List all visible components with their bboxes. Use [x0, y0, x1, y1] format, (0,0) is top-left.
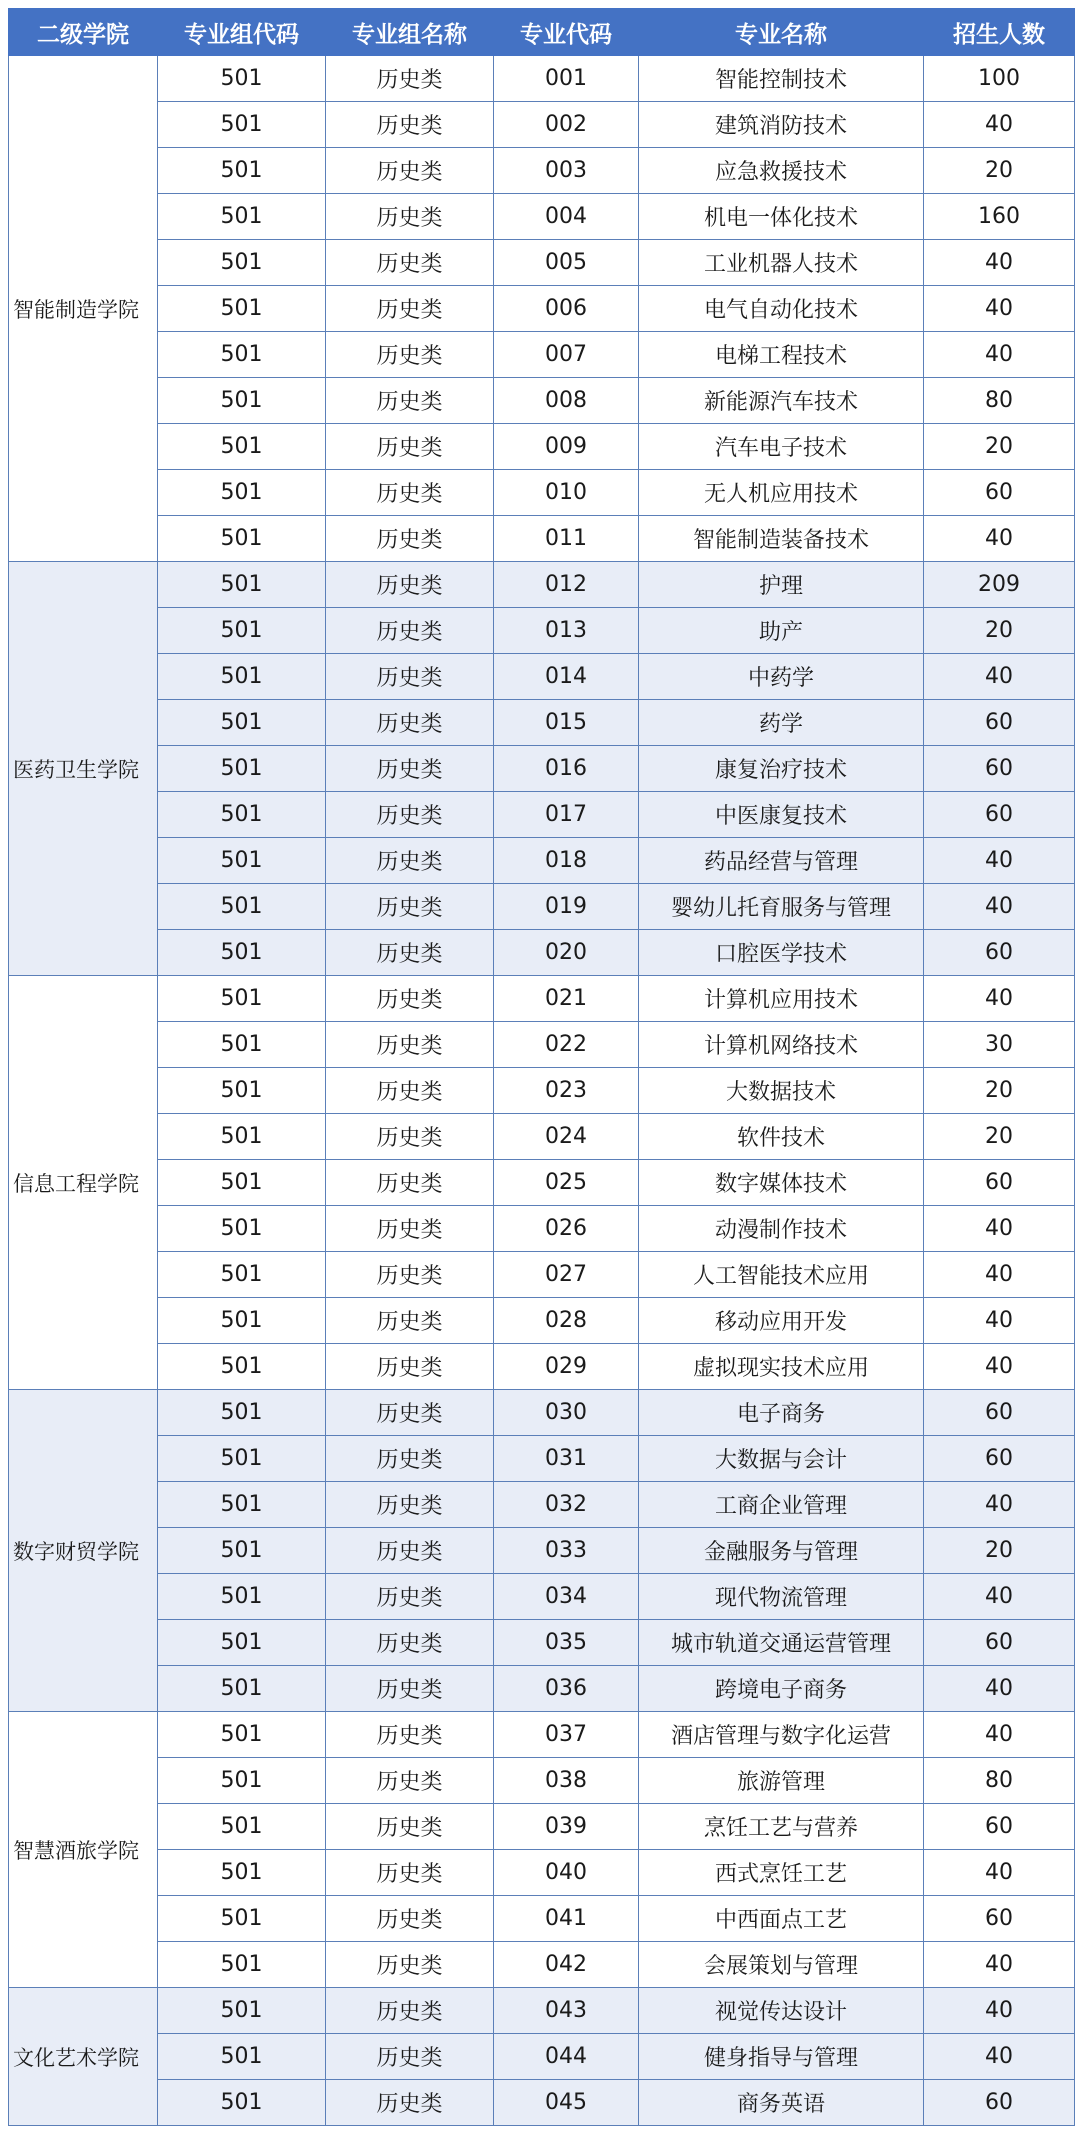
table-row	[9, 1482, 1075, 1528]
group-code-cell: 501	[158, 746, 326, 792]
major-code-cell: 045	[494, 2080, 639, 2126]
group-code-cell: 501	[158, 1620, 326, 1666]
enrollment-count-cell: 20	[924, 608, 1075, 654]
major-code-cell: 043	[494, 1988, 639, 2034]
group-code-cell: 501	[158, 1666, 326, 1712]
group-code-cell: 501	[158, 1758, 326, 1804]
major-name-cell: 西式烹饪工艺	[639, 1850, 924, 1896]
college-cell: 医药卫生学院	[9, 562, 158, 976]
enrollment-count-cell: 40	[924, 1988, 1075, 2034]
table-row	[9, 654, 1075, 700]
table-row	[9, 930, 1075, 976]
enrollment-count-cell: 40	[924, 1942, 1075, 1988]
major-name-cell: 无人机应用技术	[639, 470, 924, 516]
group-code-cell: 501	[158, 2034, 326, 2080]
header-group-name: 专业组名称	[326, 9, 494, 56]
major-name-cell: 药品经营与管理	[639, 838, 924, 884]
header-group-code: 专业组代码	[158, 9, 326, 56]
table-row	[9, 1666, 1075, 1712]
group-name-cell: 历史类	[326, 1574, 494, 1620]
table-row	[9, 1114, 1075, 1160]
table-row	[9, 240, 1075, 286]
group-code-cell: 501	[158, 1252, 326, 1298]
table-row	[9, 1206, 1075, 1252]
major-name-cell: 数字媒体技术	[639, 1160, 924, 1206]
major-code-cell: 040	[494, 1850, 639, 1896]
table-row	[9, 1620, 1075, 1666]
major-name-cell: 金融服务与管理	[639, 1528, 924, 1574]
enrollment-table-container	[8, 8, 1074, 2126]
major-name-cell: 计算机应用技术	[639, 976, 924, 1022]
major-name-cell: 酒店管理与数字化运营	[639, 1712, 924, 1758]
major-name-cell: 会展策划与管理	[639, 1942, 924, 1988]
group-name-cell: 历史类	[326, 700, 494, 746]
group-name-cell: 历史类	[326, 1160, 494, 1206]
college-cell: 数字财贸学院	[9, 1390, 158, 1712]
group-name-cell: 历史类	[326, 240, 494, 286]
group-name-cell: 历史类	[326, 976, 494, 1022]
enrollment-count-cell: 80	[924, 1758, 1075, 1804]
major-code-cell: 035	[494, 1620, 639, 1666]
table-row	[9, 1022, 1075, 1068]
table-row	[9, 1390, 1075, 1436]
group-name-cell: 历史类	[326, 1712, 494, 1758]
enrollment-count-cell: 20	[924, 1528, 1075, 1574]
major-code-cell: 009	[494, 424, 639, 470]
major-code-cell: 020	[494, 930, 639, 976]
major-name-cell: 工业机器人技术	[639, 240, 924, 286]
major-code-cell: 027	[494, 1252, 639, 1298]
table-row	[9, 332, 1075, 378]
group-code-cell: 501	[158, 1160, 326, 1206]
group-name-cell: 历史类	[326, 1666, 494, 1712]
group-code-cell: 501	[158, 2080, 326, 2126]
enrollment-count-cell: 40	[924, 1850, 1075, 1896]
group-code-cell: 501	[158, 1804, 326, 1850]
major-name-cell: 智能控制技术	[639, 56, 924, 102]
enrollment-count-cell: 60	[924, 1160, 1075, 1206]
table-row	[9, 1160, 1075, 1206]
header-major-code: 专业代码	[494, 9, 639, 56]
enrollment-count-cell: 40	[924, 332, 1075, 378]
table-row	[9, 424, 1075, 470]
major-name-cell: 中药学	[639, 654, 924, 700]
group-name-cell: 历史类	[326, 378, 494, 424]
group-name-cell: 历史类	[326, 838, 494, 884]
table-body	[9, 56, 1075, 2126]
table-row	[9, 1942, 1075, 1988]
group-code-cell: 501	[158, 378, 326, 424]
group-name-cell: 历史类	[326, 1988, 494, 2034]
group-name-cell: 历史类	[326, 1344, 494, 1390]
enrollment-count-cell: 60	[924, 2080, 1075, 2126]
enrollment-count-cell: 40	[924, 1252, 1075, 1298]
group-code-cell: 501	[158, 884, 326, 930]
enrollment-count-cell: 80	[924, 378, 1075, 424]
major-name-cell: 烹饪工艺与营养	[639, 1804, 924, 1850]
enrollment-table	[8, 8, 1075, 2126]
group-code-cell: 501	[158, 1850, 326, 1896]
enrollment-count-cell: 60	[924, 700, 1075, 746]
enrollment-count-cell: 40	[924, 1344, 1075, 1390]
major-name-cell: 药学	[639, 700, 924, 746]
group-code-cell: 501	[158, 700, 326, 746]
major-name-cell: 新能源汽车技术	[639, 378, 924, 424]
major-name-cell: 汽车电子技术	[639, 424, 924, 470]
group-name-cell: 历史类	[326, 1436, 494, 1482]
group-name-cell: 历史类	[326, 1114, 494, 1160]
group-code-cell: 501	[158, 1068, 326, 1114]
group-name-cell: 历史类	[326, 746, 494, 792]
major-name-cell: 护理	[639, 562, 924, 608]
group-name-cell: 历史类	[326, 608, 494, 654]
enrollment-count-cell: 60	[924, 1390, 1075, 1436]
major-code-cell: 022	[494, 1022, 639, 1068]
group-code-cell: 501	[158, 1528, 326, 1574]
enrollment-count-cell: 60	[924, 470, 1075, 516]
enrollment-count-cell: 40	[924, 1206, 1075, 1252]
major-name-cell: 婴幼儿托育服务与管理	[639, 884, 924, 930]
enrollment-count-cell: 20	[924, 1068, 1075, 1114]
header-row	[9, 9, 1075, 56]
major-code-cell: 005	[494, 240, 639, 286]
enrollment-count-cell: 60	[924, 792, 1075, 838]
college-cell: 智能制造学院	[9, 56, 158, 562]
major-code-cell: 001	[494, 56, 639, 102]
major-code-cell: 016	[494, 746, 639, 792]
major-name-cell: 中西面点工艺	[639, 1896, 924, 1942]
major-name-cell: 计算机网络技术	[639, 1022, 924, 1068]
major-code-cell: 017	[494, 792, 639, 838]
group-name-cell: 历史类	[326, 1068, 494, 1114]
group-code-cell: 501	[158, 1482, 326, 1528]
enrollment-count-cell: 60	[924, 1804, 1075, 1850]
major-code-cell: 024	[494, 1114, 639, 1160]
group-name-cell: 历史类	[326, 1850, 494, 1896]
header-college: 二级学院	[9, 9, 158, 56]
table-row	[9, 516, 1075, 562]
table-row	[9, 2080, 1075, 2126]
group-name-cell: 历史类	[326, 930, 494, 976]
major-name-cell: 应急救援技术	[639, 148, 924, 194]
major-name-cell: 现代物流管理	[639, 1574, 924, 1620]
group-code-cell: 501	[158, 930, 326, 976]
group-code-cell: 501	[158, 838, 326, 884]
major-name-cell: 跨境电子商务	[639, 1666, 924, 1712]
major-code-cell: 041	[494, 1896, 639, 1942]
major-code-cell: 036	[494, 1666, 639, 1712]
enrollment-count-cell: 60	[924, 1620, 1075, 1666]
enrollment-count-cell: 20	[924, 148, 1075, 194]
major-code-cell: 025	[494, 1160, 639, 1206]
group-name-cell: 历史类	[326, 2080, 494, 2126]
table-row	[9, 286, 1075, 332]
enrollment-count-cell: 60	[924, 746, 1075, 792]
major-code-cell: 026	[494, 1206, 639, 1252]
table-row	[9, 1896, 1075, 1942]
major-name-cell: 大数据技术	[639, 1068, 924, 1114]
group-code-cell: 501	[158, 332, 326, 378]
major-name-cell: 电梯工程技术	[639, 332, 924, 378]
major-code-cell: 034	[494, 1574, 639, 1620]
table-row	[9, 1850, 1075, 1896]
major-name-cell: 助产	[639, 608, 924, 654]
major-code-cell: 038	[494, 1758, 639, 1804]
major-code-cell: 042	[494, 1942, 639, 1988]
major-name-cell: 口腔医学技术	[639, 930, 924, 976]
group-code-cell: 501	[158, 1712, 326, 1758]
group-name-cell: 历史类	[326, 470, 494, 516]
major-name-cell: 软件技术	[639, 1114, 924, 1160]
enrollment-count-cell: 20	[924, 1114, 1075, 1160]
major-code-cell: 032	[494, 1482, 639, 1528]
major-code-cell: 008	[494, 378, 639, 424]
table-row	[9, 976, 1075, 1022]
major-code-cell: 004	[494, 194, 639, 240]
group-code-cell: 501	[158, 1298, 326, 1344]
group-name-cell: 历史类	[326, 1620, 494, 1666]
group-code-cell: 501	[158, 1942, 326, 1988]
group-name-cell: 历史类	[326, 1482, 494, 1528]
enrollment-count-cell: 40	[924, 976, 1075, 1022]
group-name-cell: 历史类	[326, 1390, 494, 1436]
group-name-cell: 历史类	[326, 194, 494, 240]
table-row	[9, 562, 1075, 608]
table-row	[9, 1068, 1075, 1114]
major-name-cell: 移动应用开发	[639, 1298, 924, 1344]
major-code-cell: 031	[494, 1436, 639, 1482]
enrollment-count-cell: 40	[924, 838, 1075, 884]
table-row	[9, 1344, 1075, 1390]
group-name-cell: 历史类	[326, 56, 494, 102]
group-code-cell: 501	[158, 1390, 326, 1436]
major-name-cell: 机电一体化技术	[639, 194, 924, 240]
table-row	[9, 56, 1075, 102]
major-code-cell: 013	[494, 608, 639, 654]
college-cell: 信息工程学院	[9, 976, 158, 1390]
college-cell: 智慧酒旅学院	[9, 1712, 158, 1988]
table-row	[9, 838, 1075, 884]
major-name-cell: 人工智能技术应用	[639, 1252, 924, 1298]
major-name-cell: 康复治疗技术	[639, 746, 924, 792]
major-code-cell: 044	[494, 2034, 639, 2080]
table-row	[9, 1298, 1075, 1344]
major-code-cell: 033	[494, 1528, 639, 1574]
enrollment-count-cell: 100	[924, 56, 1075, 102]
major-code-cell: 011	[494, 516, 639, 562]
group-code-cell: 501	[158, 976, 326, 1022]
table-row	[9, 378, 1075, 424]
enrollment-count-cell: 60	[924, 1896, 1075, 1942]
table-row	[9, 470, 1075, 516]
enrollment-count-cell: 40	[924, 2034, 1075, 2080]
group-name-cell: 历史类	[326, 332, 494, 378]
major-name-cell: 健身指导与管理	[639, 2034, 924, 2080]
group-code-cell: 501	[158, 148, 326, 194]
group-code-cell: 501	[158, 516, 326, 562]
group-name-cell: 历史类	[326, 516, 494, 562]
enrollment-count-cell: 30	[924, 1022, 1075, 1068]
major-code-cell: 015	[494, 700, 639, 746]
major-code-cell: 018	[494, 838, 639, 884]
college-cell: 文化艺术学院	[9, 1988, 158, 2126]
major-name-cell: 智能制造装备技术	[639, 516, 924, 562]
major-name-cell: 旅游管理	[639, 1758, 924, 1804]
major-name-cell: 城市轨道交通运营管理	[639, 1620, 924, 1666]
table-row	[9, 1804, 1075, 1850]
group-code-cell: 501	[158, 1574, 326, 1620]
table-row	[9, 884, 1075, 930]
table-row	[9, 148, 1075, 194]
major-code-cell: 012	[494, 562, 639, 608]
major-code-cell: 010	[494, 470, 639, 516]
enrollment-count-cell: 40	[924, 884, 1075, 930]
enrollment-count-cell: 40	[924, 1712, 1075, 1758]
group-code-cell: 501	[158, 56, 326, 102]
table-row	[9, 102, 1075, 148]
major-code-cell: 039	[494, 1804, 639, 1850]
table-row	[9, 1436, 1075, 1482]
major-code-cell: 029	[494, 1344, 639, 1390]
group-name-cell: 历史类	[326, 792, 494, 838]
major-name-cell: 中医康复技术	[639, 792, 924, 838]
group-code-cell: 501	[158, 1896, 326, 1942]
group-name-cell: 历史类	[326, 1758, 494, 1804]
group-code-cell: 501	[158, 286, 326, 332]
table-row	[9, 2034, 1075, 2080]
major-code-cell: 003	[494, 148, 639, 194]
table-row	[9, 1988, 1075, 2034]
table-row	[9, 1574, 1075, 1620]
group-name-cell: 历史类	[326, 884, 494, 930]
enrollment-count-cell: 40	[924, 516, 1075, 562]
major-name-cell: 电子商务	[639, 1390, 924, 1436]
group-code-cell: 501	[158, 1436, 326, 1482]
major-name-cell: 动漫制作技术	[639, 1206, 924, 1252]
table-row	[9, 700, 1075, 746]
group-code-cell: 501	[158, 654, 326, 700]
major-name-cell: 电气自动化技术	[639, 286, 924, 332]
major-code-cell: 021	[494, 976, 639, 1022]
group-name-cell: 历史类	[326, 1022, 494, 1068]
major-code-cell: 037	[494, 1712, 639, 1758]
group-code-cell: 501	[158, 608, 326, 654]
group-code-cell: 501	[158, 424, 326, 470]
table-row	[9, 1252, 1075, 1298]
enrollment-count-cell: 40	[924, 1574, 1075, 1620]
major-name-cell: 商务英语	[639, 2080, 924, 2126]
enrollment-count-cell: 40	[924, 1482, 1075, 1528]
enrollment-count-cell: 209	[924, 562, 1075, 608]
table-row	[9, 194, 1075, 240]
major-name-cell: 虚拟现实技术应用	[639, 1344, 924, 1390]
group-code-cell: 501	[158, 240, 326, 286]
group-code-cell: 501	[158, 194, 326, 240]
group-code-cell: 501	[158, 792, 326, 838]
group-name-cell: 历史类	[326, 1896, 494, 1942]
table-row	[9, 1712, 1075, 1758]
group-name-cell: 历史类	[326, 1252, 494, 1298]
table-row	[9, 1758, 1075, 1804]
major-name-cell: 工商企业管理	[639, 1482, 924, 1528]
enrollment-count-cell: 60	[924, 1436, 1075, 1482]
table-row	[9, 792, 1075, 838]
group-code-cell: 501	[158, 1988, 326, 2034]
major-code-cell: 014	[494, 654, 639, 700]
group-name-cell: 历史类	[326, 1942, 494, 1988]
major-name-cell: 大数据与会计	[639, 1436, 924, 1482]
enrollment-count-cell: 20	[924, 424, 1075, 470]
header-enrollment-count: 招生人数	[924, 9, 1075, 56]
group-code-cell: 501	[158, 1114, 326, 1160]
group-code-cell: 501	[158, 1206, 326, 1252]
table-row	[9, 746, 1075, 792]
group-name-cell: 历史类	[326, 562, 494, 608]
enrollment-count-cell: 40	[924, 1666, 1075, 1712]
enrollment-count-cell: 40	[924, 286, 1075, 332]
enrollment-count-cell: 160	[924, 194, 1075, 240]
group-name-cell: 历史类	[326, 1528, 494, 1574]
major-code-cell: 030	[494, 1390, 639, 1436]
major-name-cell: 视觉传达设计	[639, 1988, 924, 2034]
table-row	[9, 608, 1075, 654]
group-name-cell: 历史类	[326, 1298, 494, 1344]
group-name-cell: 历史类	[326, 424, 494, 470]
group-name-cell: 历史类	[326, 286, 494, 332]
group-name-cell: 历史类	[326, 654, 494, 700]
group-code-cell: 501	[158, 1344, 326, 1390]
group-name-cell: 历史类	[326, 1206, 494, 1252]
major-name-cell: 建筑消防技术	[639, 102, 924, 148]
major-code-cell: 002	[494, 102, 639, 148]
group-code-cell: 501	[158, 562, 326, 608]
group-name-cell: 历史类	[326, 102, 494, 148]
enrollment-count-cell: 60	[924, 930, 1075, 976]
table-header	[9, 9, 1075, 56]
group-code-cell: 501	[158, 1022, 326, 1068]
group-name-cell: 历史类	[326, 2034, 494, 2080]
major-code-cell: 023	[494, 1068, 639, 1114]
group-code-cell: 501	[158, 470, 326, 516]
major-code-cell: 028	[494, 1298, 639, 1344]
enrollment-count-cell: 40	[924, 1298, 1075, 1344]
enrollment-count-cell: 40	[924, 240, 1075, 286]
table-row	[9, 1528, 1075, 1574]
enrollment-count-cell: 40	[924, 654, 1075, 700]
major-code-cell: 006	[494, 286, 639, 332]
major-code-cell: 019	[494, 884, 639, 930]
header-major-name: 专业名称	[639, 9, 924, 56]
group-name-cell: 历史类	[326, 1804, 494, 1850]
group-name-cell: 历史类	[326, 148, 494, 194]
group-code-cell: 501	[158, 102, 326, 148]
major-code-cell: 007	[494, 332, 639, 378]
enrollment-count-cell: 40	[924, 102, 1075, 148]
